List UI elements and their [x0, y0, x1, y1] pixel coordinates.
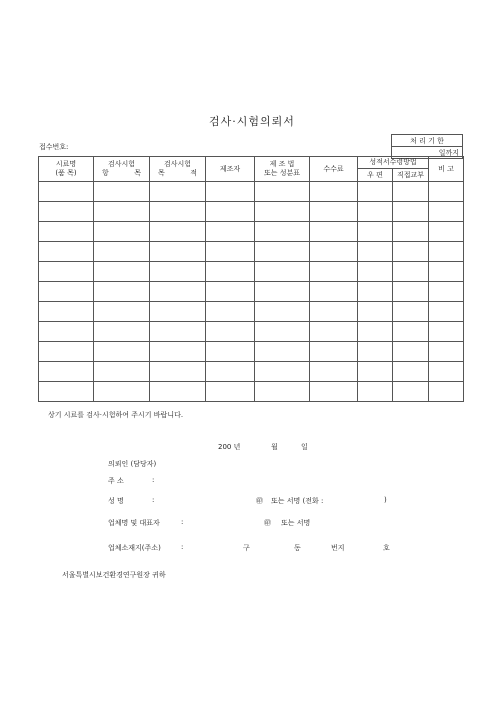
table-row: [39, 362, 464, 382]
document-title: 검사·시험의뢰서: [209, 115, 295, 128]
table-row: [39, 342, 464, 362]
request-sentence: 상기 시료를 검사·시험하여 주시기 바랍니다.: [48, 411, 184, 419]
location-dong: 동: [294, 544, 301, 552]
requester-label: 의뢰인 (담당자): [108, 460, 157, 468]
location-colon: :: [181, 543, 184, 551]
location-beonji: 번지: [331, 544, 345, 552]
company-sign: 또는 서명: [281, 519, 311, 527]
table-row: [39, 202, 464, 222]
company-seal-icon: ㊞: [264, 519, 271, 527]
name-seal-icon: ㊞: [256, 497, 263, 505]
location-ho: 호: [383, 544, 390, 552]
table-row: [39, 222, 464, 242]
table-row: [39, 302, 464, 322]
name-close-paren: ): [384, 496, 387, 504]
header-sample-name: 시료명 (품 목): [39, 157, 94, 182]
table-row: [39, 182, 464, 202]
table-row: [39, 322, 464, 342]
header-manufacturer: 제조자: [206, 157, 255, 182]
header-remarks: 비 고: [429, 157, 464, 182]
address-colon: :: [152, 476, 155, 484]
table-row: [39, 382, 464, 402]
receipt-number-label: 접수번호:: [39, 143, 69, 151]
header-by-mail: 우 편: [358, 169, 393, 182]
location-gu: 구: [243, 544, 250, 552]
location-label: 업체소재지(주소): [108, 544, 161, 552]
name-colon: :: [152, 496, 155, 504]
header-fee: 수수료: [310, 157, 358, 182]
deadline-label: 처 리 기 한: [392, 135, 463, 147]
header-test-purpose: 검사시험 목 적: [150, 157, 206, 182]
table-row: [39, 242, 464, 262]
table-row: [39, 282, 464, 302]
company-colon: :: [181, 518, 184, 526]
header-report-method: 성적서수령방법: [358, 157, 429, 169]
request-table: [38, 156, 464, 402]
address-label: 주 소: [108, 477, 124, 485]
header-test-items: 검사시험 항 목: [94, 157, 150, 182]
table-row: [39, 262, 464, 282]
date-day: 일: [301, 443, 308, 451]
name-sign-phone: 또는 서명 (전화 :: [271, 497, 324, 505]
header-manufacturing-method: 제 조 법 또는 성분표: [255, 157, 310, 182]
date-month: 월: [271, 443, 278, 451]
deadline-value: 일까지: [392, 147, 463, 159]
addressee: 서울특별시보건환경연구원장 귀하: [62, 571, 166, 579]
header-direct-delivery: 직접교부: [393, 169, 429, 182]
name-label: 성 명: [108, 497, 124, 505]
date-year: 200 년: [218, 443, 241, 451]
company-label: 업체명 및 대표자: [108, 519, 160, 527]
